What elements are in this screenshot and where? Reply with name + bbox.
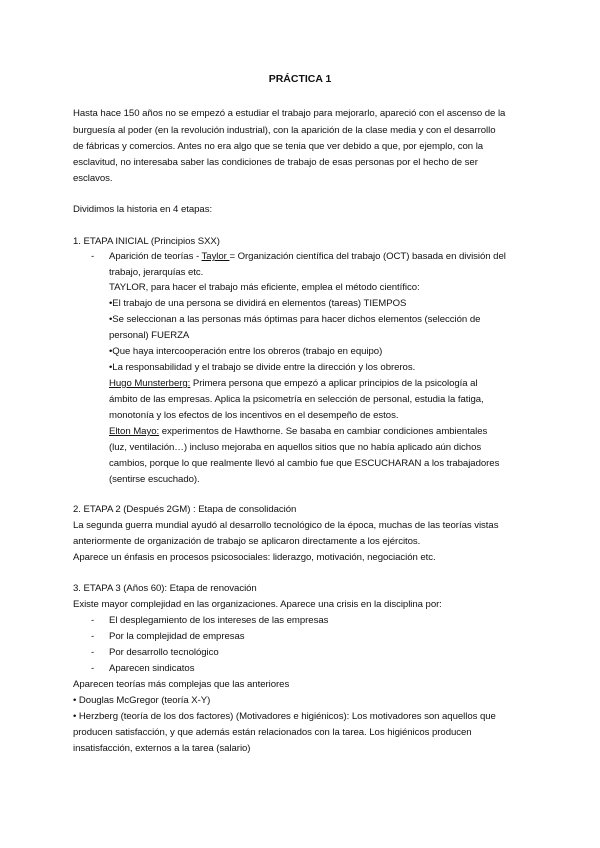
stage1-line-5: •Se seleccionan a las personas más óptimas para hacer dichos elementos (selección de xyxy=(109,314,481,325)
stage3-heading: 3. ETAPA 3 (Años 60): Etapa de renovación xyxy=(73,583,257,594)
stage3-dash-3: - xyxy=(91,647,95,658)
stage3-line-4: • Herzberg (teoría de los dos factores) (Motivadores e higiénicos): Los motivadores son aquellos que xyxy=(73,711,496,722)
stage1-line-1: Aparición de teorías - Taylor = Organización científica del trabajo (OCT) basada en división del xyxy=(109,251,506,262)
stage3-item-2: Por la complejidad de empresas xyxy=(109,631,245,642)
stage3-line-6: insatisfacción, externos a la tarea (salario) xyxy=(73,743,251,754)
stage3-line-2: Aparecen teorías más complejas que las anteriores xyxy=(73,679,290,690)
stage1-line-2: trabajo, jerarquías etc. xyxy=(109,267,204,278)
stage1-line-6: personal) FUERZA xyxy=(109,330,190,341)
stage3-line-1: Existe mayor complejidad en las organizaciones. Aparece una crisis en la disciplina por: xyxy=(73,599,442,610)
stage1-line-9: Hugo Munsterberg: Primera persona que empezó a aplicar principios de la psicología al xyxy=(109,378,478,389)
divide-line: Dividimos la historia en 4 etapas: xyxy=(73,204,213,215)
page-title: PRÁCTICA 1 xyxy=(268,73,332,85)
stage1-line-11: monotonía y los efectos de los incentivos en el desempeño de estos. xyxy=(109,410,399,421)
intro-line-1: Hasta hace 150 años no se empezó a estudiar el trabajo para mejorarlo, apareció con el ascenso de la xyxy=(73,108,506,119)
stage3-item-3: Por desarrollo tecnológico xyxy=(109,647,219,658)
stage1-line-4: •El trabajo de una persona se dividirá en elementos (tareas) TIEMPOS xyxy=(109,298,407,309)
stage1-line-8: •La responsabilidad y el trabajo se divide entre la dirección y los obreros. xyxy=(109,362,416,373)
stage3-item-1: El desplegamiento de los intereses de las empresas xyxy=(109,615,329,626)
stage2-line-1: La segunda guerra mundial ayudó al desarrollo tecnológico de la época, muchas de las teorías vistas xyxy=(73,520,499,531)
stage1-line-7: •Que haya intercooperación entre los obreros (trabajo en equipo) xyxy=(109,346,383,357)
stage1-line-13: (luz, ventilación…) incluso mejoraba en aquellos sitios que no había aplicado aún dichos xyxy=(109,442,482,453)
intro-line-3: de fábricas y comercios. Antes no era algo que se tenia que ver debido a que, por ejemplo, con la xyxy=(73,141,484,152)
stage2-line-2: anteriormente de organización de trabajo se aplicaron directamente a los ejércitos. xyxy=(73,536,421,547)
stage3-line-5: producen satisfacción, y que además están relacionados con la tarea. Los higiénicos producen xyxy=(73,727,472,738)
stage2-line-3: Aparece un énfasis en procesos psicosociales: liderazgo, motivación, negociación etc. xyxy=(73,552,436,563)
intro-line-5: esclavos. xyxy=(73,173,113,184)
stage2-heading: 2. ETAPA 2 (Después 2GM) : Etapa de consolidación xyxy=(73,504,297,515)
intro-line-4: esclavitud, no interesaba saber las condiciones de trabajo de esas personas por el hecho de ser xyxy=(73,157,478,168)
stage1-line-3: TAYLOR, para hacer el trabajo más eficiente, emplea el método científico: xyxy=(109,282,420,293)
stage3-line-3: • Douglas McGregor (teoría X-Y) xyxy=(73,695,211,706)
stage1-dash: - xyxy=(91,251,95,262)
stage3-dash-2: - xyxy=(91,631,95,642)
stage3-item-4: Aparecen sindicatos xyxy=(109,663,195,674)
stage1-heading: 1. ETAPA INICIAL (Principios SXX) xyxy=(73,236,220,247)
intro-line-2: burguesía al poder (en la revolución industrial), con la aparición de la clase media y con el desarrollo xyxy=(73,125,496,136)
stage3-dash-1: - xyxy=(91,615,95,626)
stage1-line-15: (sentirse escuchado). xyxy=(109,474,200,485)
stage1-line-10: ámbito de las empresas. Aplica la psicometría en selección de personal, estudia la fatiga, xyxy=(109,394,484,405)
stage1-line-14: cambios, porque lo que realmente llevó al cambio fue que ESCUCHARAN a los trabajadores xyxy=(109,458,500,469)
stage3-dash-4: - xyxy=(91,663,95,674)
stage1-line-12: Elton Mayo: experimentos de Hawthorne. Se basaba en cambiar condiciones ambientales xyxy=(109,426,488,437)
